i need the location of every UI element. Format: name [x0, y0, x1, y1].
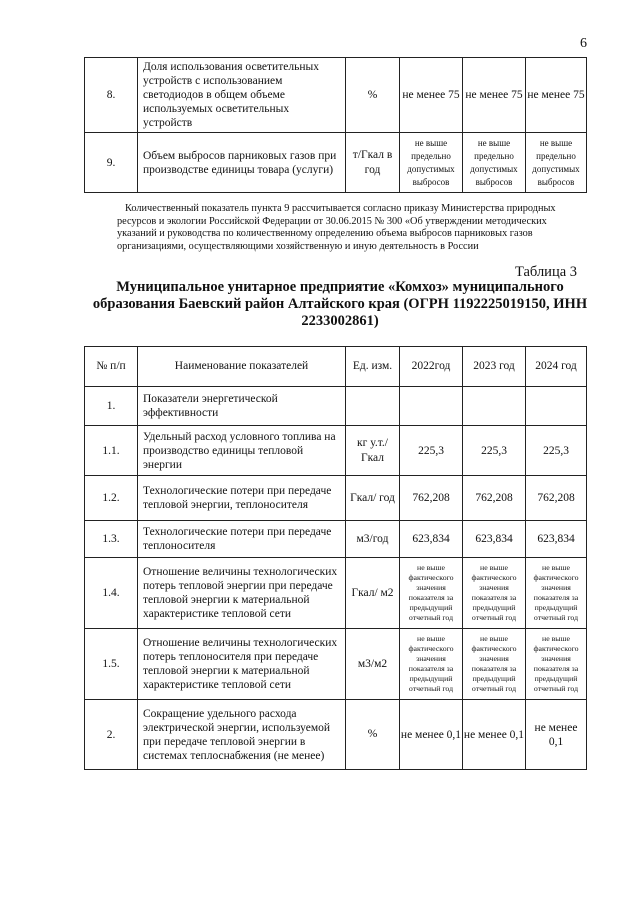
- indicator-name: Доля использования осветительных устройств с использованием светодиодов в общем объеме используемых осветительных устройств: [138, 58, 346, 133]
- energy-efficiency-table: [84, 346, 587, 770]
- header-unit: Ед. изм.: [346, 347, 400, 387]
- value-1: не выше фактического значения показателя за предыдущий отчетный год: [400, 629, 463, 700]
- value-3: не выше фактического значения показателя за предыдущий отчетный год: [526, 558, 587, 629]
- unit: Гкал/ год: [346, 476, 400, 521]
- page-number: 6: [580, 36, 587, 51]
- unit: %: [346, 700, 400, 770]
- value-1: не выше фактического значения показателя за предыдущий отчетный год: [400, 558, 463, 629]
- unit: %: [346, 58, 400, 133]
- unit: м3/год: [346, 521, 400, 558]
- value-2: не выше фактического значения показателя за предыдущий отчетный год: [463, 558, 526, 629]
- indicator-name: Отношение величины технологических потерь тепловой энергии при передаче тепловой энергии к материальной характеристике тепловой сети: [138, 558, 346, 629]
- header-num: № п/п: [85, 347, 138, 387]
- table-row: [85, 133, 587, 193]
- organization-title: Муниципальное унитарное предприятие «Комхоз» муниципального образования Баевский район Алтайского края (ОГРН 1192225019150, ИНН 2233002861): [92, 279, 588, 329]
- indicator-name: Сокращение удельного расхода электрической энергии, используемой при передаче тепловой энергии в системах теплоснабжения (не менее): [138, 700, 346, 770]
- table-row: [85, 426, 587, 476]
- row-number: 1.3.: [85, 521, 138, 558]
- value-2: 762,208: [463, 476, 526, 521]
- unit: [346, 387, 400, 426]
- unit: м3/м2: [346, 629, 400, 700]
- table-header-row: [85, 347, 587, 387]
- value-1: [400, 387, 463, 426]
- table-row: [85, 700, 587, 770]
- indicator-name: Отношение величины технологических потерь теплоносителя при передаче тепловой энергии к материальной характеристике тепловой сети: [138, 629, 346, 700]
- header-year-2: 2023 год: [463, 347, 526, 387]
- row-number: 1.: [85, 387, 138, 426]
- unit: кг у.т./ Гкал: [346, 426, 400, 476]
- value-1: не менее 75: [400, 58, 463, 133]
- row-number: 1.2.: [85, 476, 138, 521]
- indicator-name: Технологические потери при передаче теплоносителя: [138, 521, 346, 558]
- value-2: 225,3: [463, 426, 526, 476]
- value-3: не менее 0,1: [526, 700, 587, 770]
- table-row: [85, 387, 587, 426]
- value-3: не выше фактического значения показателя за предыдущий отчетный год: [526, 629, 587, 700]
- unit: Гкал/ м2: [346, 558, 400, 629]
- value-2: не выше фактического значения показателя за предыдущий отчетный год: [463, 629, 526, 700]
- table-row: [85, 629, 587, 700]
- value-1: 225,3: [400, 426, 463, 476]
- value-1: 623,834: [400, 521, 463, 558]
- row-number: 9.: [85, 133, 138, 193]
- indicator-name: Показатели энергетической эффективности: [138, 387, 346, 426]
- table-row: [85, 521, 587, 558]
- row-number: 1.4.: [85, 558, 138, 629]
- value-3: 762,208: [526, 476, 587, 521]
- header-year-1: 2022год: [400, 347, 463, 387]
- row-number: 1.1.: [85, 426, 138, 476]
- value-2: не менее 75: [463, 58, 526, 133]
- value-2: не менее 0,1: [463, 700, 526, 770]
- value-1: не менее 0,1: [400, 700, 463, 770]
- row-number: 2.: [85, 700, 138, 770]
- table-row: [85, 58, 587, 133]
- value-3: 225,3: [526, 426, 587, 476]
- value-2: 623,834: [463, 521, 526, 558]
- unit: т/Гкал в год: [346, 133, 400, 193]
- value-3: 623,834: [526, 521, 587, 558]
- indicators-table-continued: [84, 57, 587, 193]
- indicator-name: Объем выбросов парниковых газов при производстве единицы товара (услуги): [138, 133, 346, 193]
- table-row: [85, 558, 587, 629]
- indicator-name: Технологические потери при передаче тепловой энергии, теплоносителя: [138, 476, 346, 521]
- value-2: не выше предельно допустимых выбросов: [463, 133, 526, 193]
- header-name: Наименование показателей: [138, 347, 346, 387]
- table-label: Таблица 3: [515, 264, 578, 280]
- value-3: [526, 387, 587, 426]
- value-3: не менее 75: [526, 58, 587, 133]
- row-number: 8.: [85, 58, 138, 133]
- header-year-3: 2024 год: [526, 347, 587, 387]
- value-1: 762,208: [400, 476, 463, 521]
- footnote-text: Количественный показатель пункта 9 рассчитывается согласно приказу Министерства природных ресурсов и экологии Российской Федерации от 30.06.2015 № 300 «Об утверждении методических указаний и руководства по количественному определению объема выбросов парниковых газов организациями, осуществляющими хозяйственную и иную деятельность в России: [117, 203, 556, 252]
- table-row: [85, 476, 587, 521]
- indicator-name: Удельный расход условного топлива на производство единицы тепловой энергии: [138, 426, 346, 476]
- row-number: 1.5.: [85, 629, 138, 700]
- value-2: [463, 387, 526, 426]
- value-3: не выше предельно допустимых выбросов: [526, 133, 587, 193]
- value-1: не выше предельно допустимых выбросов: [400, 133, 463, 193]
